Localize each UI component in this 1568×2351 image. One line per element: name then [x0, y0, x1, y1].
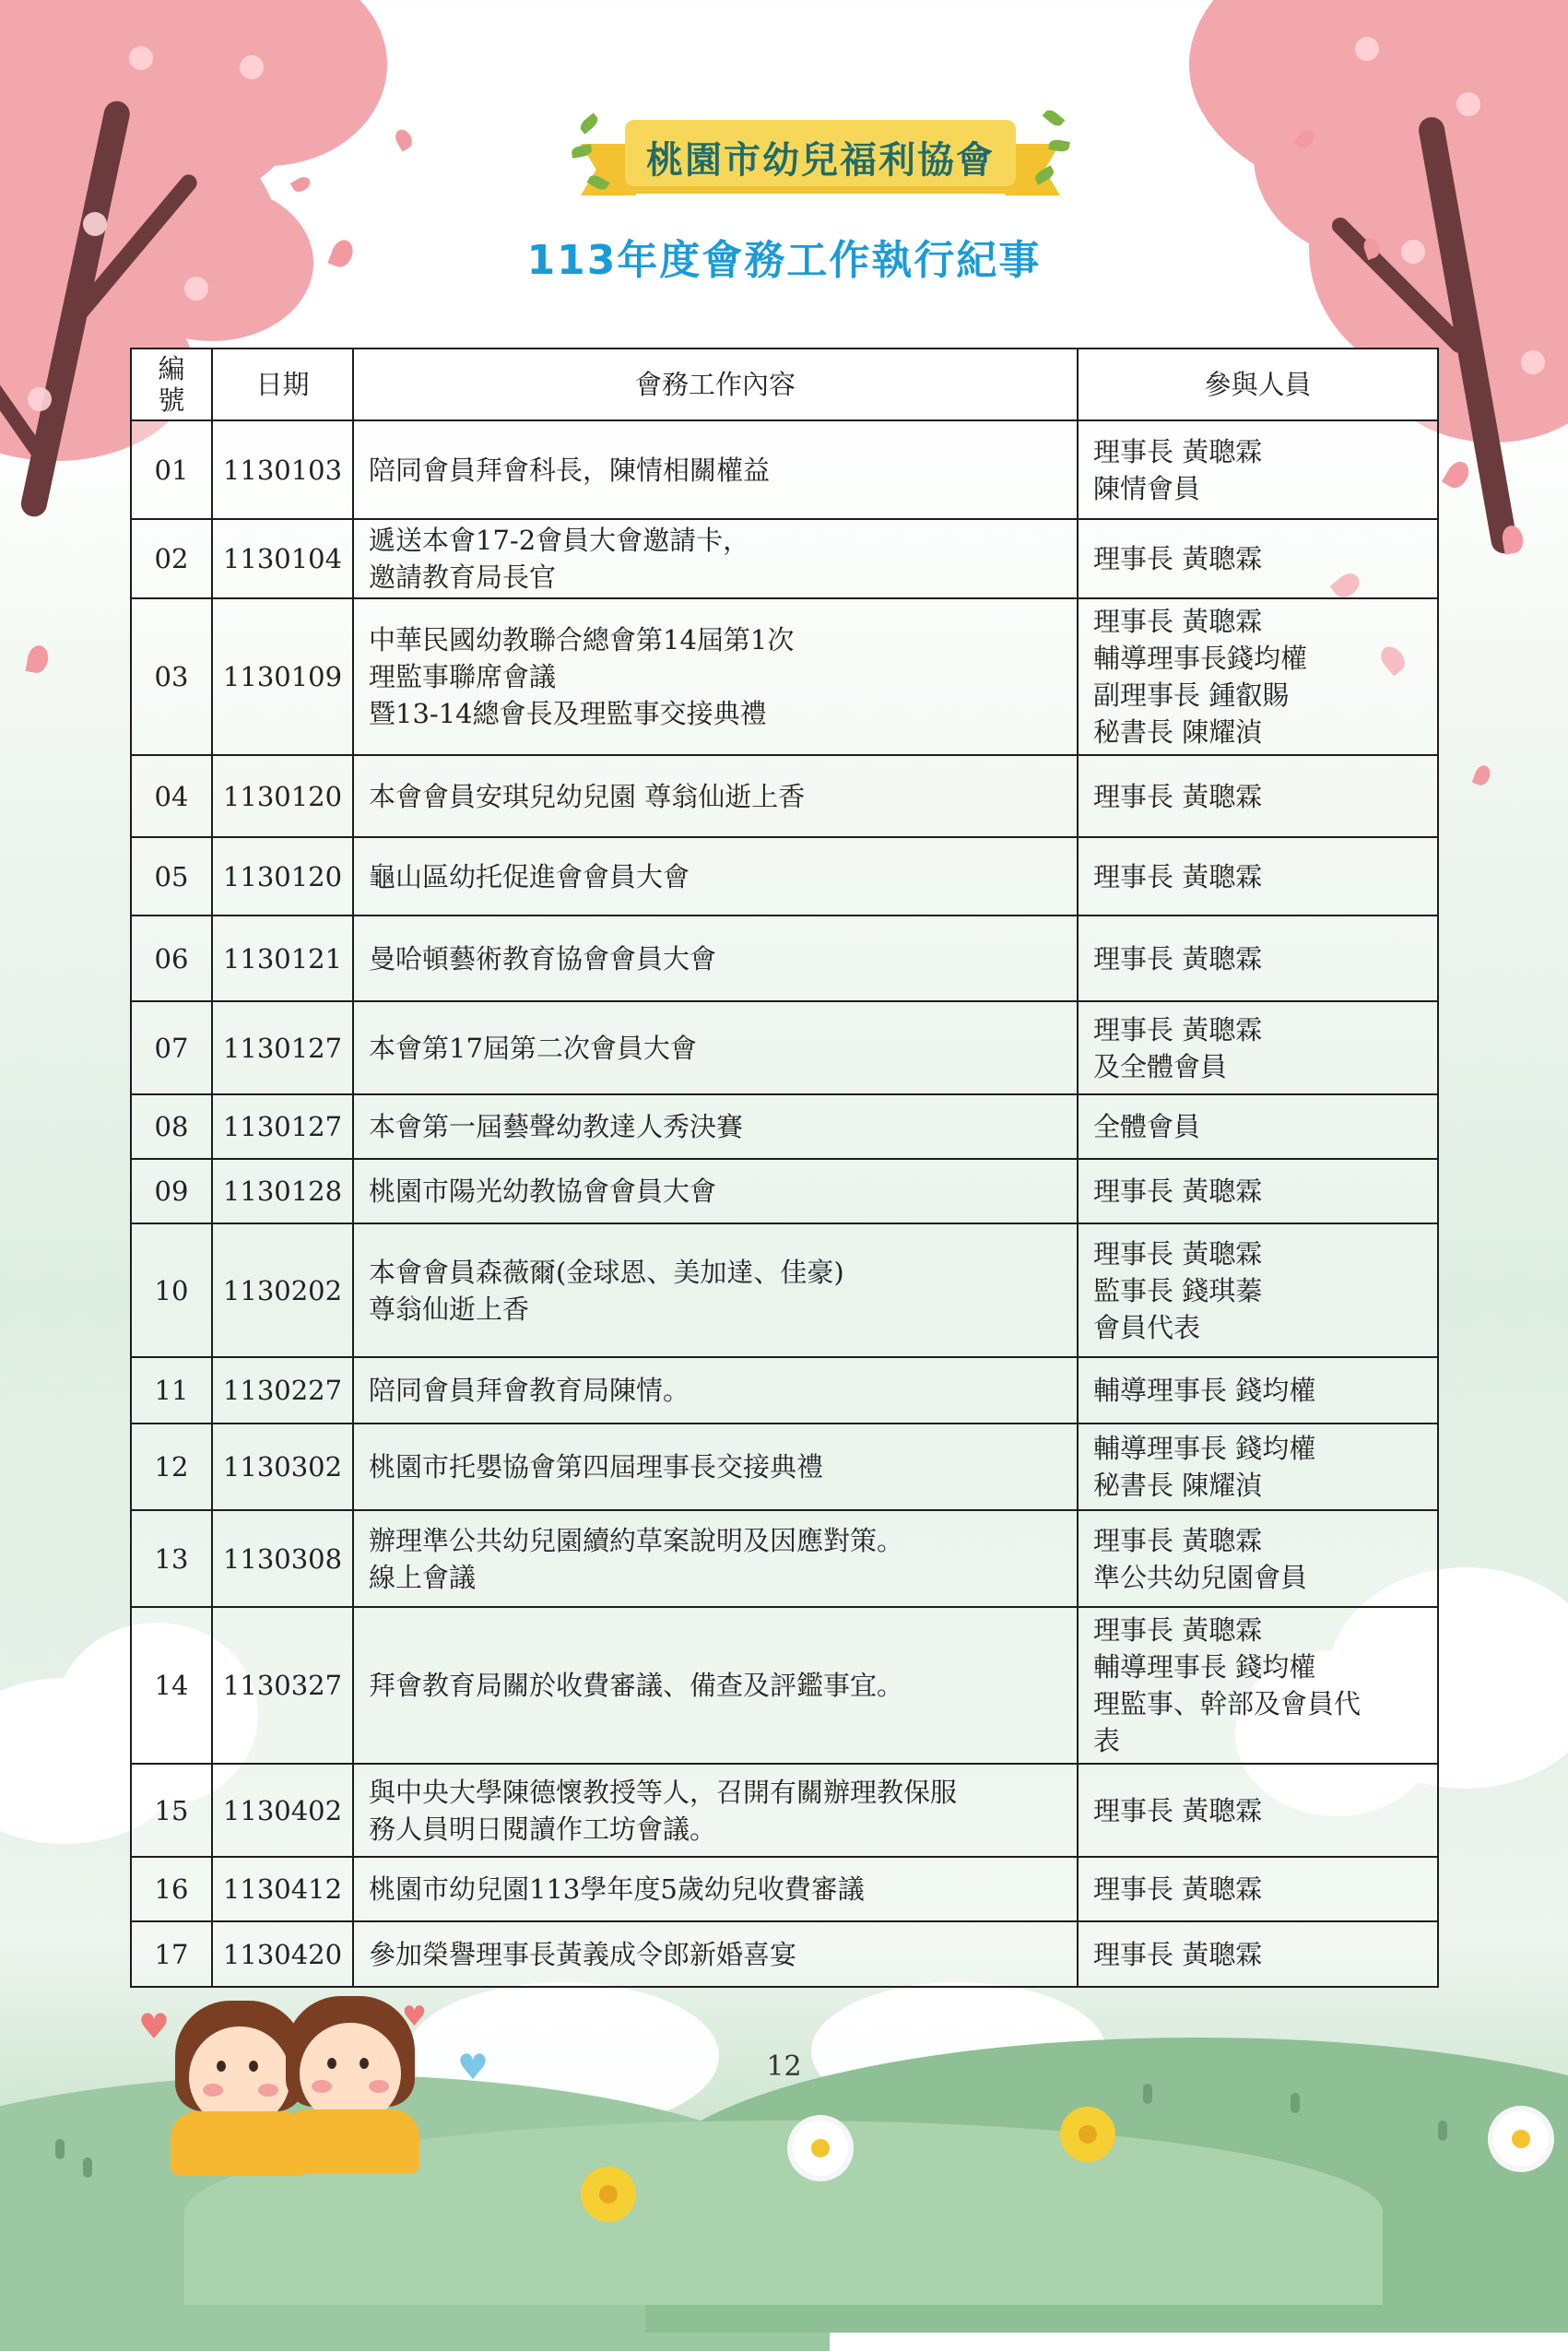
cell-content-line: 本會第一屆藝聲幼教達人秀決賽: [369, 1111, 744, 1142]
cell-no: 09: [131, 1159, 212, 1223]
cell-content-line: 本會第17屆第二次會員大會: [369, 1032, 697, 1064]
cell-content-line: 邀請教育局長官: [369, 561, 557, 593]
cell-no: 10: [131, 1223, 212, 1357]
cell-content-line: 辦理準公共幼兒園續約草案說明及因應對策。: [369, 1524, 904, 1556]
organization-banner: [572, 109, 1069, 210]
cell-content: [353, 1857, 1078, 1921]
cell-participants: [1078, 1607, 1438, 1764]
cell-participants: [1078, 916, 1438, 1001]
column-header-no-char: 編: [158, 353, 185, 384]
cell-content: [353, 1159, 1078, 1223]
table-row: [131, 1510, 1438, 1607]
organization-name: 桃園市幼兒福利協會: [625, 120, 1016, 194]
participant-line: 理事長 黃聰霖: [1093, 435, 1263, 467]
participant-line: 理事長 黃聰霖: [1093, 1237, 1263, 1270]
cell-participants: [1078, 1223, 1438, 1357]
cell-content: [353, 1764, 1078, 1857]
cell-participants: [1078, 1159, 1438, 1223]
cell-participants: [1078, 837, 1438, 916]
participant-line: 理事長 黃聰霖: [1093, 606, 1263, 637]
cell-date: 1130420: [212, 1921, 353, 1987]
table-row: [131, 1159, 1438, 1223]
column-header-no-char: 號: [158, 384, 185, 416]
column-header-content: 會務工作內容: [353, 349, 1078, 420]
cell-date: 1130227: [212, 1357, 353, 1424]
cell-no: 12: [131, 1424, 212, 1510]
participant-line: 準公共幼兒園會員: [1093, 1561, 1308, 1593]
cell-content: [353, 1921, 1078, 1987]
cell-participants: [1078, 1094, 1438, 1159]
cell-content-line: 桃園市幼兒園113學年度5歲幼兒收費審議: [369, 1873, 865, 1905]
participant-line: 理事長 黃聰霖: [1093, 1176, 1263, 1207]
cell-content: [353, 916, 1078, 1001]
participant-line: 理事長 黃聰霖: [1093, 1524, 1263, 1556]
cell-content-line: 本會會員森薇爾(金球恩、美加達、佳豪): [369, 1256, 844, 1288]
cell-no: 14: [131, 1607, 212, 1764]
cell-content-line: 與中央大學陳德懷教授等人，召開有關辦理教保服: [369, 1776, 958, 1808]
cell-no: 11: [131, 1357, 212, 1424]
cell-content-line: 務人員明日閱讀作工坊會議。: [369, 1813, 717, 1845]
cell-participants: [1078, 1001, 1438, 1094]
page-title: 113年度會務工作執行紀事: [526, 237, 1042, 284]
cell-date: 1130202: [212, 1223, 353, 1357]
participant-line: 理事長 黃聰霖: [1093, 780, 1263, 812]
cell-no: 17: [131, 1921, 212, 1987]
cell-date: 1130109: [212, 598, 353, 755]
participant-line: 理事長 黃聰霖: [1093, 543, 1263, 574]
cell-participants: [1078, 1857, 1438, 1921]
table-row: [131, 598, 1438, 755]
cell-date: 1130127: [212, 1001, 353, 1094]
cell-content: [353, 837, 1078, 916]
participant-line: 理事長 黃聰霖: [1093, 1794, 1263, 1826]
participant-line: 輔導理事長 錢均權: [1093, 1433, 1316, 1464]
cell-participants: [1078, 598, 1438, 755]
cell-participants: [1078, 1921, 1438, 1987]
cell-date: 1130412: [212, 1857, 353, 1921]
cell-participants: [1078, 1424, 1438, 1510]
cell-content: [353, 598, 1078, 755]
table-row: [131, 1921, 1438, 1987]
table-row: [131, 1764, 1438, 1857]
participant-line: 輔導理事長 錢均權: [1093, 1651, 1316, 1683]
table-row: [131, 1607, 1438, 1764]
cell-participants: [1078, 1357, 1438, 1424]
participant-line: 秘書長 陳耀湞: [1093, 716, 1263, 748]
table-row: [131, 1094, 1438, 1159]
participant-line: 理監事、幹部及會員代: [1093, 1688, 1362, 1719]
cell-no: 15: [131, 1764, 212, 1857]
cell-no: 04: [131, 755, 212, 837]
cell-content-line: 線上會議: [369, 1561, 477, 1593]
cell-date: 1130308: [212, 1510, 353, 1607]
participant-line: 理事長 黃聰霖: [1093, 942, 1263, 975]
cell-content: [353, 420, 1078, 519]
cell-no: 06: [131, 916, 212, 1001]
leaf-icon: [1043, 107, 1066, 128]
cell-content-line: 遞送本會17-2會員大會邀請卡，: [369, 525, 750, 556]
cell-content-line: 陪同會員拜會科長，陳情相關權益: [369, 454, 771, 486]
participant-line: 理事長 黃聰霖: [1093, 1873, 1263, 1905]
cell-no: 16: [131, 1857, 212, 1921]
cell-participants: [1078, 420, 1438, 519]
cell-content: [353, 1357, 1078, 1424]
participant-line: 陳情會員: [1093, 472, 1201, 504]
cell-no: 03: [131, 598, 212, 755]
cell-date: 1130128: [212, 1159, 353, 1223]
cell-content-line: 本會會員安琪兒幼兒園 尊翁仙逝上香: [369, 780, 806, 812]
cell-content-line: 中華民國幼教聯合總會第14屆第1次: [369, 624, 795, 656]
cell-content-line: 參加榮譽理事長黃義成令郎新婚喜宴: [369, 1938, 797, 1970]
participant-line: 會員代表: [1093, 1311, 1201, 1343]
table-row: [131, 519, 1438, 598]
cell-content-line: 陪同會員拜會教育局陳情。: [369, 1375, 690, 1406]
cell-content: [353, 1607, 1078, 1764]
table-row: [131, 755, 1438, 837]
cell-date: 1130402: [212, 1764, 353, 1857]
cell-date: 1130121: [212, 916, 353, 1001]
cell-participants: [1078, 755, 1438, 837]
cell-content-line: 拜會教育局關於收費審議、備查及評鑑事宜。: [369, 1670, 904, 1701]
participant-line: 理事長 黃聰霖: [1093, 1614, 1263, 1646]
cell-content-line: 理監事聯席會議: [369, 661, 557, 692]
cell-participants: [1078, 519, 1438, 598]
participant-line: 副理事長 鍾叡賜: [1093, 679, 1290, 711]
table-header-row: [131, 349, 1438, 420]
cell-date: 1130302: [212, 1424, 353, 1510]
cell-content: [353, 1510, 1078, 1607]
participant-line: 理事長 黃聰霖: [1093, 1013, 1263, 1046]
cell-content-line: 尊翁仙逝上香: [369, 1293, 530, 1325]
cell-date: 1130103: [212, 420, 353, 519]
cell-date: 1130120: [212, 837, 353, 916]
cell-content: [353, 1001, 1078, 1094]
cell-no: 13: [131, 1510, 212, 1607]
cell-date: 1130127: [212, 1094, 353, 1159]
column-header-no: [131, 349, 212, 420]
cell-content-line: 桃園市陽光幼教協會會員大會: [369, 1176, 717, 1207]
leaf-icon: [578, 112, 601, 134]
table-row: [131, 1223, 1438, 1357]
cell-content-line: 曼哈頓藝術教育協會會員大會: [369, 942, 717, 975]
cell-content: [353, 755, 1078, 837]
table-row: [131, 837, 1438, 916]
cell-content-line: 桃園市托嬰協會第四屆理事長交接典禮: [369, 1451, 824, 1483]
participant-line: 及全體會員: [1093, 1050, 1228, 1082]
cell-date: 1130104: [212, 519, 353, 598]
cell-participants: [1078, 1764, 1438, 1857]
participant-line: 輔導理事長錢均權: [1093, 643, 1308, 674]
cell-date: 1130120: [212, 755, 353, 837]
cell-participants: [1078, 1510, 1438, 1607]
participant-line: 監事長 錢琪蓁: [1093, 1274, 1263, 1306]
table-row: [131, 1424, 1438, 1510]
cell-no: 01: [131, 420, 212, 519]
table-row: [131, 420, 1438, 519]
cell-no: 07: [131, 1001, 212, 1094]
participant-line: 表: [1093, 1725, 1121, 1756]
work-log-table: [130, 348, 1439, 1988]
cell-no: 08: [131, 1094, 212, 1159]
cell-content: [353, 519, 1078, 598]
cell-content: [353, 1223, 1078, 1357]
page-number: 12: [766, 2050, 802, 2083]
participant-line: 理事長 黃聰霖: [1093, 1938, 1263, 1970]
table-row: [131, 1857, 1438, 1921]
cell-content-line: 龜山區幼托促進會會員大會: [369, 860, 690, 892]
participant-line: 輔導理事長 錢均權: [1093, 1375, 1316, 1406]
column-header-date: 日期: [212, 349, 353, 420]
participant-line: 秘書長 陳耀湞: [1093, 1470, 1263, 1501]
cell-content: [353, 1094, 1078, 1159]
cell-no: 02: [131, 519, 212, 598]
participant-line: 理事長 黃聰霖: [1093, 860, 1263, 892]
table-body: [131, 420, 1438, 1987]
cell-content: [353, 1424, 1078, 1510]
column-header-participants: 參與人員: [1078, 349, 1438, 420]
table-row: [131, 916, 1438, 1001]
participant-line: 全體會員: [1093, 1111, 1201, 1142]
table-row: [131, 1001, 1438, 1094]
cell-no: 05: [131, 837, 212, 916]
cell-content-line: 暨13-14總會長及理監事交接典禮: [369, 698, 767, 729]
table-row: [131, 1357, 1438, 1424]
cell-date: 1130327: [212, 1607, 353, 1764]
